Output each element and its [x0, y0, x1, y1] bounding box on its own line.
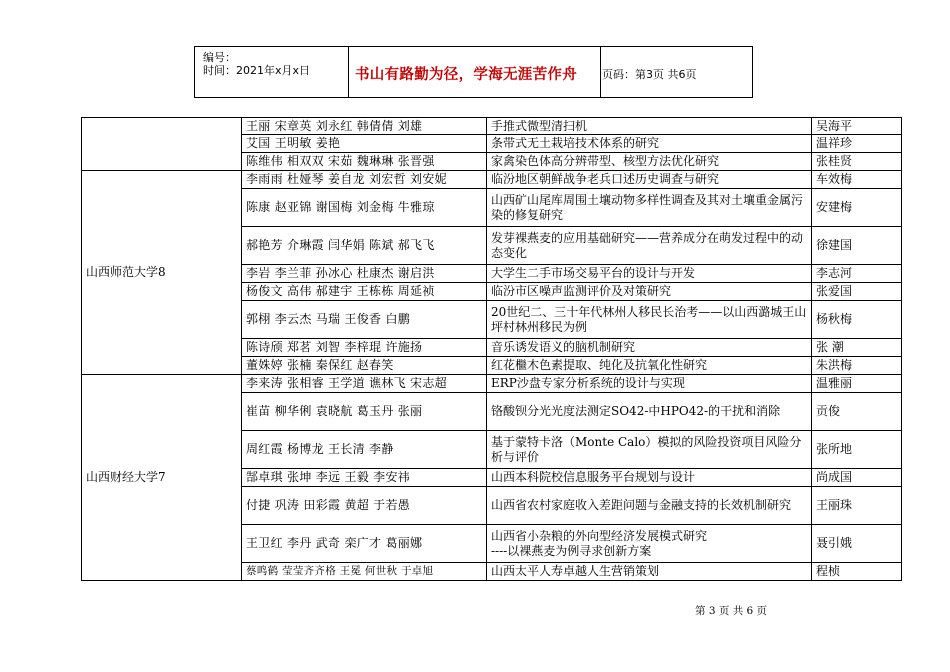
table-row — [82, 375, 902, 393]
advisor-cell: 徐建国 — [812, 227, 902, 265]
header-page-label: 页码：第3页 共6页 — [602, 68, 697, 81]
members-cell: 李雨雨 杜娅琴 姜自龙 刘宏哲 刘安妮 — [242, 171, 487, 189]
title-cell: 临汾地区朝鲜战争老兵口述历史调查与研究 — [487, 171, 812, 189]
header-number-label: 编号： — [203, 51, 236, 64]
members-cell: 陈维伟 相双双 宋茹 魏琳琳 张晋强 — [242, 153, 487, 171]
members-cell: 周红霞 杨博龙 王长清 李静 — [242, 431, 487, 469]
advisor-cell: 贡俊 — [812, 393, 902, 431]
university-cell — [82, 118, 242, 171]
title-cell: 山西太平人寿卓越人生营销策划 — [487, 563, 812, 581]
title-cell: ERP沙盘专家分析系统的设计与实现 — [487, 375, 812, 393]
members-cell: 郭栩 李云杰 马瑞 王俊香 白鹏 — [242, 301, 487, 339]
university-cell: 山西师范大学8 — [82, 171, 242, 375]
advisor-cell: 李志河 — [812, 265, 902, 283]
title-cell: 基于蒙特卡洛（Monte Calo）模拟的风险投资项目风险分析与评价 — [487, 431, 812, 469]
advisor-cell: 温祥珍 — [812, 135, 902, 153]
title-cell: 音乐诱发语义的脑机制研究 — [487, 339, 812, 357]
advisor-cell: 张 潮 — [812, 339, 902, 357]
title-cell: 发芽裸燕麦的应用基础研究——营养成分在萌发过程中的动态变化 — [487, 227, 812, 265]
university-cell: 山西财经大学7 — [82, 375, 242, 581]
header-slogan: 书山有路勤为径，学海无涯苦作舟 — [355, 67, 577, 83]
members-cell: 郜卓琪 张坤 李远 王毅 李安祎 — [242, 469, 487, 487]
header-divider — [348, 47, 349, 97]
page-header — [194, 46, 753, 98]
table-row — [82, 118, 902, 135]
members-cell: 崔苗 柳华俐 袁晓航 葛玉丹 张丽 — [242, 393, 487, 431]
title-cell: 大学生二手市场交易平台的设计与开发 — [487, 265, 812, 283]
header-time-label: 时间：2021年x月x日 — [203, 64, 311, 77]
title-cell: 铬酸钡分光光度法测定SO42-中HPO42-的干扰和消除 — [487, 393, 812, 431]
title-cell: 家禽染色体高分辨带型、核型方法优化研究 — [487, 153, 812, 171]
title-cell: 临汾市区噪声监测评价及对策研究 — [487, 283, 812, 301]
advisor-cell: 张桂贤 — [812, 153, 902, 171]
advisor-cell: 张所地 — [812, 431, 902, 469]
advisor-cell: 程桢 — [812, 563, 902, 581]
members-cell: 李岩 李兰菲 孙冰心 杜康杰 谢启洪 — [242, 265, 487, 283]
members-cell: 李来涛 张相睿 王学道 谯林飞 宋志超 — [242, 375, 487, 393]
members-cell: 董姝婷 张楠 秦保红 赵春笑 — [242, 357, 487, 375]
title-cell: 山西省农村家庭收入差距问题与金融支持的长效机制研究 — [487, 487, 812, 525]
members-cell: 杨俊文 高伟 郝建宇 王栋栋 周延祯 — [242, 283, 487, 301]
title-cell: 山西本科院校信息服务平台规划与设计 — [487, 469, 812, 487]
page-footer: 第 3 页 共 6 页 — [695, 605, 768, 617]
title-cell: 山西矿山尾库周围土壤动物多样性调查及其对土壤重金属污染的修复研究 — [487, 189, 812, 227]
members-cell: 蔡鸣鹤 莹莹齐齐格 王冕 何世秋 于卓旭 — [242, 563, 487, 581]
advisor-cell: 朱洪梅 — [812, 357, 902, 375]
members-cell: 陈诗颀 郑茗 刘智 李梓琨 许施扬 — [242, 339, 487, 357]
title-cell: 红花檵木色素提取、纯化及抗氧化性研究 — [487, 357, 812, 375]
advisor-cell: 张爱国 — [812, 283, 902, 301]
title-cell: 山西省小杂粮的外向型经济发展模式研究 ----以裸燕麦为例寻求创新方案 — [487, 525, 812, 563]
members-cell: 郝艳芳 介琳霞 闫华娟 陈斌 郝飞飞 — [242, 227, 487, 265]
header-divider — [600, 47, 601, 97]
title-cell: 20世纪二、三十年代林州人移民长治考——以山西潞城王山坪村林州移民为例 — [487, 301, 812, 339]
header-meta — [203, 51, 310, 77]
title-cell: 条带式无土栽培技术体系的研究 — [487, 135, 812, 153]
advisor-cell: 吴海平 — [812, 118, 902, 135]
members-cell: 王丽 宋章英 刘永红 韩倩倩 刘雄 — [242, 118, 487, 135]
members-cell: 王卫红 李丹 武奇 栾广才 葛丽娜 — [242, 525, 487, 563]
advisor-cell: 尚成国 — [812, 469, 902, 487]
advisor-cell: 车效梅 — [812, 171, 902, 189]
advisor-cell: 聂引娥 — [812, 525, 902, 563]
title-cell: 手推式微型清扫机 — [487, 118, 812, 135]
advisor-cell: 杨秋梅 — [812, 301, 902, 339]
members-cell: 付捷 巩涛 田彩霞 黄超 于若愚 — [242, 487, 487, 525]
advisor-cell: 王丽珠 — [812, 487, 902, 525]
members-cell: 陈康 赵亚锦 谢国梅 刘金梅 牛雅琼 — [242, 189, 487, 227]
project-table — [81, 117, 902, 581]
table-row — [82, 171, 902, 189]
advisor-cell: 安建梅 — [812, 189, 902, 227]
members-cell: 艾国 王明敏 姜艳 — [242, 135, 487, 153]
advisor-cell: 温雅丽 — [812, 375, 902, 393]
